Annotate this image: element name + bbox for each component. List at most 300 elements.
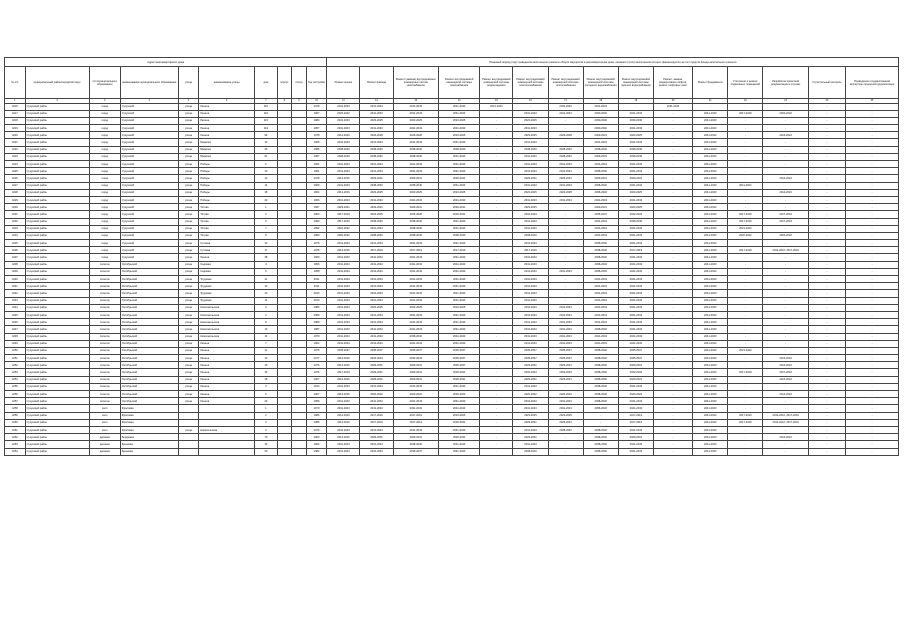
table-cell: 2029-2031 <box>513 362 548 369</box>
table-cell: 4247 <box>5 326 26 333</box>
table-cell: - <box>763 333 808 340</box>
column-number: 5 <box>178 99 199 104</box>
table-cell: 2041-2043 <box>439 311 480 318</box>
table-cell: - <box>728 196 763 203</box>
table-cell: 1967 <box>306 204 327 211</box>
table-cell: 2032-2034 <box>513 211 548 218</box>
table-row <box>5 398 899 405</box>
table-cell: - <box>653 369 692 376</box>
table-cell: 2029-2031 <box>393 362 438 369</box>
table-cell <box>292 103 306 110</box>
table-cell: Октябрьский <box>120 383 178 390</box>
table-cell: - <box>653 196 692 203</box>
table-cell: улица <box>178 247 199 254</box>
table-cell: 2041-2043 <box>480 103 513 110</box>
table-cell <box>292 225 306 232</box>
table-cell: - <box>653 125 692 132</box>
table-cell <box>292 347 306 354</box>
table-cell: улица <box>178 146 199 153</box>
table-cell: 2014-2016 <box>327 419 360 426</box>
table-cell: 2017-2019 <box>360 419 393 426</box>
table-cell: 2017-2019 <box>728 247 763 254</box>
table-cell <box>277 441 291 448</box>
table-cell: - <box>548 218 583 225</box>
column-header: Ремонт внутридомовой инженерной системы холодного водоснабжения <box>583 67 618 99</box>
table-cell: - <box>548 441 583 448</box>
table-cell: - <box>653 110 692 117</box>
table-cell: 2041-2043 <box>618 182 653 189</box>
table-cell: - <box>480 139 513 146</box>
table-cell: 2041-2043 <box>439 268 480 275</box>
table-cell: улица <box>178 139 199 146</box>
table-cell: 13 <box>255 355 278 362</box>
table-cell: - <box>808 441 845 448</box>
table-cell: 2041-2043 <box>327 319 360 326</box>
table-cell: - <box>846 434 899 441</box>
table-cell: 2038-2040 <box>360 146 393 153</box>
table-cell: - <box>480 175 513 182</box>
table-cell <box>292 311 306 318</box>
table-cell: - <box>846 182 899 189</box>
table-cell: - <box>808 304 845 311</box>
table-cell: - <box>548 254 583 261</box>
table-cell: - <box>480 448 513 455</box>
table-cell: 2029-2031 <box>548 376 583 383</box>
column-number: 21 <box>693 99 728 104</box>
table-cell: 2041-2043 <box>513 405 548 412</box>
table-cell: - <box>846 319 899 326</box>
table-cell: 2041-2043 <box>583 340 618 347</box>
table-cell: 2041-2043 <box>393 319 438 326</box>
table-cell: 2041-2043 <box>618 426 653 433</box>
table-cell: - <box>846 189 899 196</box>
column-header: Ремонт фундамента <box>693 67 728 99</box>
table-cell <box>292 132 306 139</box>
table-cell: Сузунский район <box>25 419 89 426</box>
table-cell: 1967 <box>306 391 327 398</box>
table-cell: 2041-2043 <box>327 426 360 433</box>
table-cell: - <box>480 369 513 376</box>
table-cell: 1967 <box>306 376 327 383</box>
table-cell: 1984 <box>306 117 327 124</box>
table-cell: Ленина <box>199 376 255 383</box>
table-cell: 12 <box>255 175 278 182</box>
table-cell: Октябрьский <box>120 376 178 383</box>
table-cell: 2041-2043 <box>513 261 548 268</box>
table-cell: 2035-2037 <box>327 347 360 354</box>
table-cell: - <box>763 326 808 333</box>
table-cell <box>277 434 291 441</box>
table-cell: 2041-2043 <box>327 398 360 405</box>
table-cell: - <box>808 146 845 153</box>
table-cell <box>277 383 291 390</box>
table-cell: 2041-2043 <box>693 326 728 333</box>
table-cell: 2029-2031 <box>513 419 548 426</box>
table-cell <box>277 405 291 412</box>
table-cell: 1975 <box>306 347 327 354</box>
column-number: 18 <box>583 99 618 104</box>
table-cell: Фроловка <box>120 426 178 433</box>
table-cell: 2041-2043 <box>439 297 480 304</box>
table-cell: 2041-2043 <box>548 182 583 189</box>
table-cell: 2014-2016 <box>327 412 360 419</box>
table-cell: город <box>89 254 120 261</box>
table-cell: - <box>808 110 845 117</box>
table-cell: 2038-2040 <box>360 232 393 239</box>
table-cell <box>199 405 255 412</box>
table-cell: Комсомольская <box>199 311 255 318</box>
table-cell: 2041-2043 <box>513 297 548 304</box>
table-cell: улица <box>178 168 199 175</box>
table-cell: 2038-2040 <box>439 232 480 239</box>
table-cell: Сузунский район <box>25 125 89 132</box>
table-cell: город <box>89 132 120 139</box>
table-cell: улица <box>178 117 199 124</box>
table-cell: 2029-2031 <box>583 153 618 160</box>
table-cell: Титова <box>199 211 255 218</box>
table-row <box>5 376 899 383</box>
table-cell: 2014-2016 <box>327 362 360 369</box>
table-cell: Победы <box>199 168 255 175</box>
table-cell: Ленина <box>199 355 255 362</box>
table-cell: - <box>480 412 513 419</box>
table-cell: - <box>846 355 899 362</box>
table-cell: 2038-2040 <box>583 448 618 455</box>
table-cell: 1962 <box>306 441 327 448</box>
repair-schedule-table <box>4 57 899 456</box>
table-cell: Сузунский район <box>25 204 89 211</box>
table-cell: 2041-2043 <box>393 196 438 203</box>
table-cell: - <box>846 125 899 132</box>
table-cell: улица <box>178 125 199 132</box>
table-cell: Сузунский район <box>25 139 89 146</box>
table-cell: Сузунский район <box>25 398 89 405</box>
table-cell: 2038-2040 <box>548 426 583 433</box>
table-cell: - <box>480 218 513 225</box>
table-cell: 20 <box>255 196 278 203</box>
table-cell: 4238 <box>5 261 26 268</box>
table-cell: - <box>653 311 692 318</box>
table-cell: 2041-2043 <box>439 340 480 347</box>
table-cell: село <box>89 405 120 412</box>
table-cell: - <box>728 326 763 333</box>
table-cell: 2017-2019 <box>327 369 360 376</box>
table-cell: 2038-2040 <box>513 146 548 153</box>
table-cell <box>292 369 306 376</box>
table-cell: 2038-2040 <box>327 146 360 153</box>
table-cell: Ленина <box>199 362 255 369</box>
table-cell <box>292 383 306 390</box>
table-cell: - <box>808 276 845 283</box>
table-cell <box>277 189 291 196</box>
table-cell: улица <box>178 333 199 340</box>
table-cell: 2038-2040 <box>583 146 618 153</box>
table-cell: - <box>763 240 808 247</box>
table-cell: 4250 <box>5 347 26 354</box>
table-row <box>5 125 899 132</box>
table-cell: 2041-2043 <box>439 405 480 412</box>
table-cell: Сузунский район <box>25 161 89 168</box>
table-cell <box>292 189 306 196</box>
table-cell: 4222 <box>5 146 26 153</box>
table-cell: село <box>89 419 120 426</box>
table-cell: 2035-2037 <box>548 355 583 362</box>
table-cell: 1970 <box>306 405 327 412</box>
table-cell: 2041-2043 <box>360 319 393 326</box>
table-cell <box>292 441 306 448</box>
table-row <box>5 340 899 347</box>
table-cell: - <box>480 419 513 426</box>
table-cell: - <box>728 268 763 275</box>
table-cell: деревня <box>89 441 120 448</box>
table-cell: 2041-2043 <box>513 196 548 203</box>
table-cell: 2041-2043 <box>653 103 692 110</box>
column-number: 10 <box>306 99 327 104</box>
table-cell: 2014-2016 <box>327 247 360 254</box>
table-cell: Октябрьский <box>120 333 178 340</box>
table-cell: 2017-2019 <box>728 419 763 426</box>
table-row <box>5 276 899 283</box>
table-cell: - <box>480 110 513 117</box>
table-cell: - <box>846 146 899 153</box>
table-cell: - <box>548 204 583 211</box>
table-row <box>5 304 899 311</box>
table-cell: Октябрьский <box>120 311 178 318</box>
column-header: Ремонт внутридомовой инженерной системы электроснабжения <box>513 67 548 99</box>
table-cell: 4231 <box>5 211 26 218</box>
table-cell: 18 <box>255 189 278 196</box>
table-cell: Трудовая <box>199 283 255 290</box>
column-number: 6 <box>199 99 255 104</box>
table-cell: 4240 <box>5 276 26 283</box>
table-cell: - <box>480 125 513 132</box>
table-cell: - <box>548 117 583 124</box>
table-cell: 1962 <box>306 340 327 347</box>
table-cell: 2041-2043 <box>693 340 728 347</box>
table-cell: 2029-2031 <box>360 376 393 383</box>
table-cell: 2041-2043 <box>693 225 728 232</box>
table-cell: 2041-2043 <box>439 139 480 146</box>
table-cell <box>277 153 291 160</box>
table-cell: - <box>480 161 513 168</box>
table-cell: 2017-2019 <box>439 247 480 254</box>
table-cell: Титова <box>199 232 255 239</box>
table-cell: - <box>808 333 845 340</box>
column-header: Год постройки <box>306 67 327 99</box>
table-cell: 2041-2043 <box>327 311 360 318</box>
table-cell: - <box>808 419 845 426</box>
table-cell: улица <box>178 326 199 333</box>
table-cell: 2020-2022 <box>618 391 653 398</box>
table-row <box>5 311 899 318</box>
table-cell <box>292 333 306 340</box>
table-cell <box>292 117 306 124</box>
table-cell: 2038-2040 <box>393 333 438 340</box>
table-cell: 2041-2043 <box>439 225 480 232</box>
table-cell: Ленина <box>199 391 255 398</box>
table-cell: - <box>763 182 808 189</box>
table-cell: - <box>653 175 692 182</box>
table-cell: 2041-2043 <box>327 290 360 297</box>
table-cell: - <box>763 254 808 261</box>
table-cell: 2029-2031 <box>513 434 548 441</box>
table-cell: 2041-2043 <box>393 290 438 297</box>
table-cell: Октябрьский <box>120 304 178 311</box>
table-cell: улица <box>178 103 199 110</box>
table-cell: 10 <box>255 168 278 175</box>
table-cell: Фроловка <box>120 412 178 419</box>
table-cell: 2041-2043 <box>327 196 360 203</box>
table-cell: улица <box>178 355 199 362</box>
table-cell <box>292 175 306 182</box>
table-cell: - <box>846 211 899 218</box>
table-cell: - <box>846 139 899 146</box>
table-cell: город <box>89 146 120 153</box>
table-cell <box>292 168 306 175</box>
table-cell: - <box>480 311 513 318</box>
table-cell: улица <box>178 196 199 203</box>
table-cell: Сузунский район <box>25 448 89 455</box>
table-cell: - <box>653 376 692 383</box>
table-cell: 2020-2022 <box>439 391 480 398</box>
table-cell: улица <box>178 161 199 168</box>
table-cell: 2029-2031 <box>360 362 393 369</box>
table-cell: Победы <box>199 196 255 203</box>
table-cell: - <box>846 290 899 297</box>
table-cell: - <box>728 434 763 441</box>
table-cell: 2017-2019 <box>393 412 438 419</box>
table-cell: город <box>89 168 120 175</box>
table-body <box>5 103 899 455</box>
table-cell: 4242 <box>5 290 26 297</box>
table-cell: 2 <box>255 211 278 218</box>
table-cell: - <box>653 254 692 261</box>
table-cell: 11 <box>255 276 278 283</box>
table-cell: - <box>653 240 692 247</box>
table-cell: 2041-2043 <box>693 448 728 455</box>
table-cell: поселок <box>89 311 120 318</box>
table-cell: 2041-2043 <box>693 182 728 189</box>
column-number: 9 <box>292 99 306 104</box>
table-cell: 1965 <box>306 139 327 146</box>
table-cell: 2030-2040 <box>583 110 618 117</box>
table-cell: 2041-2043 <box>513 110 548 117</box>
table-cell: - <box>653 398 692 405</box>
column-header: тип муниципального образования <box>89 67 120 99</box>
table-cell: 2041-2043 <box>327 161 360 168</box>
table-cell: поселок <box>89 340 120 347</box>
table-cell <box>292 125 306 132</box>
table-cell: 2041-2043 <box>513 304 548 311</box>
table-cell: - <box>653 132 692 139</box>
column-header-row <box>5 67 899 99</box>
table-cell: 2029-2031 <box>513 175 548 182</box>
table-cell: 2038-2040 <box>393 218 438 225</box>
table-cell: Сузунский <box>120 232 178 239</box>
table-cell: 2041-2043 <box>583 103 618 110</box>
table-cell: 2041-2043 <box>583 225 618 232</box>
table-cell: - <box>808 376 845 383</box>
table-cell: - <box>728 261 763 268</box>
table-cell: 1979 <box>306 175 327 182</box>
table-cell: - <box>728 304 763 311</box>
table-cell: - <box>808 426 845 433</box>
table-row <box>5 211 899 218</box>
table-cell: 1975 <box>306 247 327 254</box>
table-cell: - <box>480 146 513 153</box>
table-cell: - <box>583 419 618 426</box>
table-cell: 2041-2043 <box>439 426 480 433</box>
table-cell: город <box>89 218 120 225</box>
table-cell: - <box>846 240 899 247</box>
table-cell: 2038-2040 <box>583 168 618 175</box>
table-row <box>5 290 899 297</box>
table-cell: город <box>89 232 120 239</box>
table-cell: 2041-2043 <box>693 110 728 117</box>
table-cell: 2029-2031 <box>393 369 438 376</box>
table-cell: 2041-2043 <box>618 139 653 146</box>
table-cell: 2041-2043 <box>513 182 548 189</box>
table-cell: Ленина <box>199 254 255 261</box>
table-cell: 2020-2022 <box>513 391 548 398</box>
table-cell: поселок <box>89 333 120 340</box>
table-cell <box>277 132 291 139</box>
table-cell: 2041-2043 <box>327 125 360 132</box>
table-cell: Сузунский район <box>25 110 89 117</box>
table-cell <box>292 254 306 261</box>
table-cell: поселок <box>89 283 120 290</box>
table-cell: 1977 <box>306 355 327 362</box>
table-cell: улица <box>178 283 199 290</box>
table-cell: Сузунский район <box>25 326 89 333</box>
table-cell: 2041-2043 <box>513 276 548 283</box>
table-cell: 2041-2043 <box>439 240 480 247</box>
table-cell: - <box>653 333 692 340</box>
table-cell: - <box>728 319 763 326</box>
table-cell: 2030-2040 <box>548 103 583 110</box>
table-cell: 2014-2016 <box>763 362 808 369</box>
table-cell: 2041-2043 <box>439 254 480 261</box>
table-cell: город <box>89 161 120 168</box>
table-cell: - <box>728 283 763 290</box>
table-cell <box>292 276 306 283</box>
table-cell: 2041-2043 <box>513 125 548 132</box>
table-cell <box>178 448 199 455</box>
table-cell: - <box>480 204 513 211</box>
table-row <box>5 161 899 168</box>
table-cell: Октябрьский <box>120 398 178 405</box>
table-cell: 2030-2040 <box>583 117 618 124</box>
table-cell: 2041-2043 <box>393 125 438 132</box>
column-header: Ремонт внутридомовой инженерной системы газоснабжения <box>439 67 480 99</box>
table-cell: - <box>480 391 513 398</box>
column-number: 14 <box>439 99 480 104</box>
table-cell <box>277 426 291 433</box>
table-cell: 1956 <box>306 398 327 405</box>
table-cell: 2041-2043 <box>693 276 728 283</box>
table-cell: село <box>89 426 120 433</box>
table-row <box>5 175 899 182</box>
table-cell: 14 <box>255 182 278 189</box>
table-cell: 2038-2040 <box>618 153 653 160</box>
table-cell: 2041-2043 <box>548 110 583 117</box>
table-cell: Октябрьский <box>120 326 178 333</box>
table-cell: 2038-2040 <box>583 434 618 441</box>
table-cell: - <box>728 426 763 433</box>
table-cell: 1967 <box>306 110 327 117</box>
column-header: муниципальный район/городской округ <box>25 67 89 99</box>
column-header: наименование улицы <box>199 67 255 99</box>
